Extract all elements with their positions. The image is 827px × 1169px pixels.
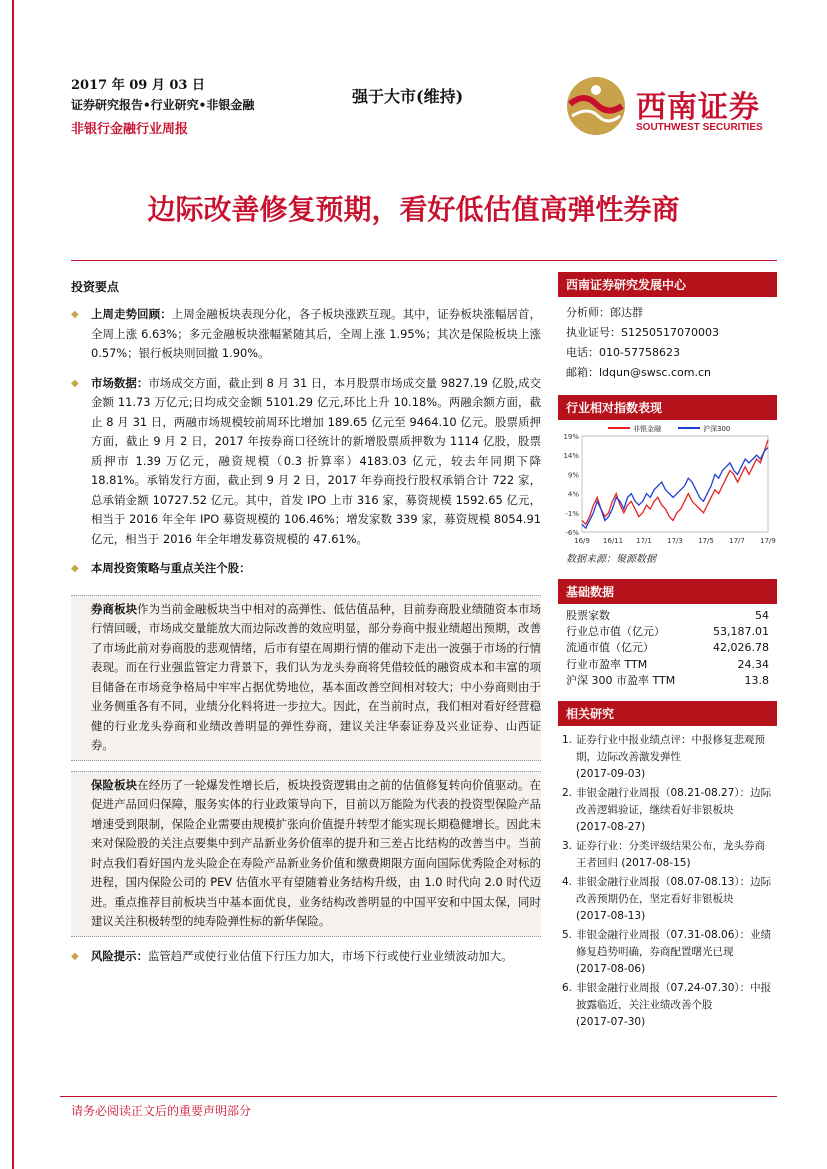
related-title: 非银金融行业周报（07.31-08.06）：业绩修复趋势明确，券商配置曙光已现 [576,929,772,959]
bullet-strategy [71,559,541,579]
basic-row [558,657,777,673]
related-title: 非银金融行业周报（08.07-08.13）：边际改善预期仍在，坚定看好非银板块 [576,876,772,906]
headline: 边际改善修复预期，看好低估值高弹性券商 [147,193,680,226]
related-date: (2017-08-13) [576,910,646,923]
sidebar [558,272,777,1033]
x-tick-label: 16/9 [574,537,590,545]
bullet-label: 风险提示： [91,948,148,963]
divider [71,260,777,261]
x-tick-label: 17/9 [760,537,776,545]
bullet-label: 本周投资策略与重点关注个股： [91,561,251,575]
related-date: (2017-07-30) [576,1016,646,1029]
related-title: 非银金融行业周报（08.21-08.27）：边际改善逻辑验证，继续看好非银板块 [576,787,772,817]
basic-value: 42,026.78 [713,641,769,655]
related-number: 4. [562,876,573,889]
basic-value: 54 [755,609,769,622]
report-series: 非银行金融行业周报 [71,122,189,137]
related-title: 证券行业：分类评级结果公布，龙头券商王者回归 [576,840,765,870]
x-tick-label: 17/3 [667,537,683,545]
chart-source: 数据来源：聚源数据 [566,554,656,565]
logo-text-en: SOUTHWEST SECURITIES [636,122,763,133]
logo-text-cn: 西南证券 [636,90,760,125]
related-date: (2017-08-27) [576,821,646,834]
related-title: 非银金融行业周报（07.24-07.30）：中报披露临近，关注业绩改善个股 [576,982,772,1012]
related-item[interactable] [558,874,777,925]
basic-key: 沪深 300 市盈率 TTM [566,673,676,687]
x-tick-label: 16/11 [602,537,624,545]
email[interactable]: 邮箱：ldqun@swsc.com.cn [566,366,711,379]
bullet-text: 监管趋严或使行业估值下行压力加大，市场下行或使行业业绩波动加大。 [147,948,513,963]
relative-index-chart [558,420,777,550]
analyst: 分析师：郎达群 [566,306,643,319]
phone: 电话：010-57758623 [566,346,680,359]
basic-row [558,608,777,624]
related-number: 1. [562,734,573,747]
footer-disclaimer[interactable]: 请务必阅读正文后的重要声明部分 [71,1104,252,1118]
rating: 强于大市(维持) [352,87,464,106]
bullet-label: 上周走势回顾： [91,307,172,321]
basic-row [558,673,777,689]
bullet-market-data [71,374,541,550]
basic-row [558,624,777,640]
related-number: 3. [562,840,573,853]
basic-key: 股票家数 [566,609,610,622]
paragraph-label: 保险板块 [91,777,138,792]
related-item[interactable] [558,732,777,783]
related-number: 6. [562,982,573,995]
y-tick-label: 4% [567,490,579,499]
related-date: (2017-08-06) [576,963,646,976]
section-title: 投资要点 [71,280,120,294]
y-tick-label: 9% [567,471,579,480]
basic-value: 24.34 [737,657,769,671]
related-title: 证券行业中报业绩点评：中报修复悲观预期，边际改善激发弹性 [576,734,765,764]
company-logo-icon [566,76,626,136]
legend-label: 非银金融 [633,425,661,433]
basic-key: 行业市盈率 TTM [566,657,648,671]
bullet-text: 上周金融板块表现分化，各子板块涨跌互现。其中，证券板块涨幅居首，全周上涨 6.63%；多元金融板块涨幅紧随其后，全周上涨 1.95%；其次是保险板块上涨 0.57%；银行板块则回撤 1.90%。 [91,307,541,360]
sidebar-header-center: 西南证券研究发展中心 [558,272,777,297]
paragraph-insurance [71,771,541,937]
bullet-weekly-review [71,305,541,364]
bullet-text: 市场成交方面，截止到 8 月 31 日，本月股票市场成交量 9827.19 亿股,成交金额 11.73 万亿元;日均成交金额 5101.29 亿元,环比上升 10.18%。两融余额方面，截止 8 月 31 日，两融市场规模较前周环比增加 189.65 亿元至 9464.10 亿元。股票质押方面，截止 9 月 2 日，2017 年按券商口径统计的新增股票质押数为 1114 亿股，股票质押市 1.39 万亿元，融资规模（0.3 折算率）4183.03 亿元，较去年同期下降 18.81%。承销发行方面，截止到 9 月 2 日，2017 年券商投行股权承销合计 722 家，总承销金额 10727.52 亿元。其中，首发 IPO 上市 316 家，募资规模 1592.65 亿元，相当于 2016 年全年 IPO 募资规模的 106.46%；增发家数 339 家，募资规模 8054.91 亿元，相当于 2016 年全年增发募资规模的 47.61%。 [91,375,541,546]
paragraph-label: 券商板块 [91,601,138,616]
x-tick-label: 17/1 [636,537,652,545]
series-line-nonbank [582,440,768,525]
sidebar-header-related: 相关研究 [558,701,777,726]
y-tick-label: -6% [565,529,579,537]
basic-row [558,640,777,656]
sidebar-header-chart: 行业相对指数表现 [558,395,777,420]
main-column [71,278,541,976]
x-tick-label: 17/5 [698,537,714,545]
basic-key: 流通市值（亿元） [566,641,654,655]
basic-key: 行业总市值（亿元） [566,625,665,639]
related-item[interactable] [558,838,777,872]
bullet-risk [71,947,541,967]
related-item[interactable] [558,927,777,978]
report-type: 证券研究报告•行业研究•非银金融 [71,98,255,112]
bullet-label: 市场数据： [91,375,149,390]
related-number: 5. [562,929,573,942]
left-margin-line [12,0,14,1169]
y-tick-label: 14% [563,452,579,461]
basic-value: 13.8 [744,673,769,687]
y-tick-label: -1% [565,509,579,518]
sidebar-header-basic: 基础数据 [558,579,777,604]
paragraph-text: 作为当前金融板块当中相对的高弹性、低估值品种，目前券商股业绩随资本市场行情回暖，市场成交量能放大而边际改善的效应明显，部分券商中报业绩超出预期，改善了市场此前对券商股的悲观情绪，后市有望在周期行情的催动下走出一波强于市场的行情表现。而在行业强监管定力背景下，我们认为龙头券商将凭借较低的融资成本和丰富的项目储备在市场竞争格局中牢牢占据优势地位，基本面改善空间相对较大；中小券商则由于业务侧重各有不同，业绩分化料将进一步拉大。因此，在当前时点，我们相对看好经营稳健的行业龙头券商和业绩改善明显的弹性券商，建议关注华泰证券及兴业证券、山西证券。 [91,601,541,752]
x-tick-label: 17/7 [729,537,745,545]
license-number: 执业证号：S1250517070003 [566,326,719,339]
related-item[interactable] [558,980,777,1031]
legend-label: 沪深300 [703,425,731,433]
y-tick-label: 19% [563,433,579,441]
related-number: 2. [562,787,573,800]
related-date: (2017-09-03) [576,768,646,781]
basic-data-list [558,608,777,689]
related-item[interactable] [558,785,777,836]
paragraph-text: 在经历了一轮爆发性增长后，板块投资逻辑由之前的估值修复转向价值驱动。在促进产品回归保障，服务实体的行业政策导向下，目前以万能险为代表的投资型保险产品增速受到限制，保险企业需要由规模扩张向价值提升转型才能实现长期稳健增长。因此未来对保险股的关注点要集中到产品新业务价值率的提升和三差占比结构的改善当中。当前时点我们看好国内龙头险企在寿险产品新业务价值和缴费期限方面向国际优秀险企对标的进程，国内保险公司的 PEV 估值水平有望随着业务结构升级，由 1.0 时代向 2.0 时代迈进。重点推荐目前板块当中基本面优良，业务结构改善明显的中国平安和中国太保，同时建议关注积极转型的纯寿险弹性标的新华保险。 [91,777,541,928]
footer-divider [60,1096,777,1097]
report-date: 2017 年 09 月 03 日 [71,78,205,93]
basic-value: 53,187.01 [713,625,769,639]
related-date: (2017-08-15) [621,857,691,870]
paragraph-brokers [71,595,541,761]
